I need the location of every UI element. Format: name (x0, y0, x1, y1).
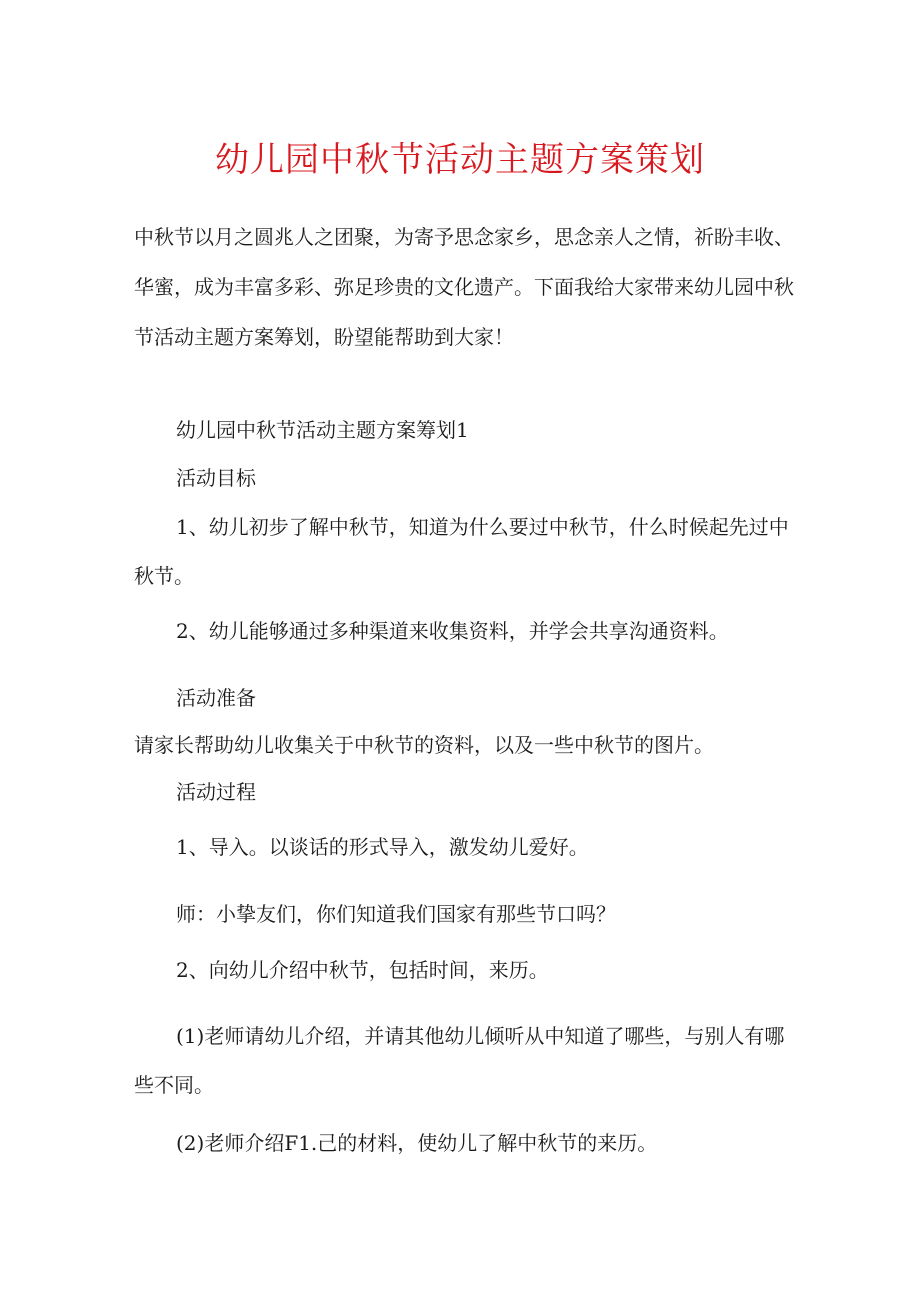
sub-step-1-line-1: (1)老师请幼儿介绍，并请其他幼儿倾听从中知道了哪些，与别人有哪 (176, 1024, 785, 1048)
goal-item-1-line-1: 1、幼儿初步了解中秋节，知道为什么要过中秋节，什么时候起先过中 (176, 515, 789, 539)
sub-step-1-line-2: 些不同。 (134, 1073, 214, 1097)
sub-step-2: (2)老师介绍F1.己的材料，使幼儿了解中秋节的来历。 (176, 1131, 658, 1155)
process-heading: 活动过程 (176, 780, 256, 804)
goal-item-1-line-2: 秋节。 (134, 564, 194, 588)
process-step-2: 2、向幼儿介绍中秋节，包括时间，来历。 (176, 958, 549, 982)
section-title: 幼儿园中秋节活动主题方案筹划1 (176, 418, 469, 442)
intro-line-2: 华蜜，成为丰富多彩、弥足珍贵的文化遗产。下面我给大家带来幼儿园中秋 (134, 275, 794, 299)
prep-heading: 活动准备 (176, 686, 256, 710)
prep-text: 请家长帮助幼儿收集关于中秋节的资料，以及一些中秋节的图片。 (134, 733, 714, 757)
process-step-1: 1、导入。以谈话的形式导入，激发幼儿爱好。 (176, 835, 589, 859)
goal-item-2: 2、幼儿能够通过多种渠道来收集资料，并学会共享沟通资料。 (176, 619, 729, 643)
document-title: 幼儿园中秋节活动主题方案策划 (215, 140, 705, 180)
intro-line-3: 节活动主题方案筹划，盼望能帮助到大家！ (134, 325, 514, 349)
intro-line-1: 中秋节以月之圆兆人之团聚，为寄予思念家乡，思念亲人之情，祈盼丰收、 (134, 225, 794, 249)
goal-heading: 活动目标 (176, 466, 256, 490)
teacher-question: 师：小挚友们，你们知道我们国家有那些节口吗？ (176, 902, 616, 926)
